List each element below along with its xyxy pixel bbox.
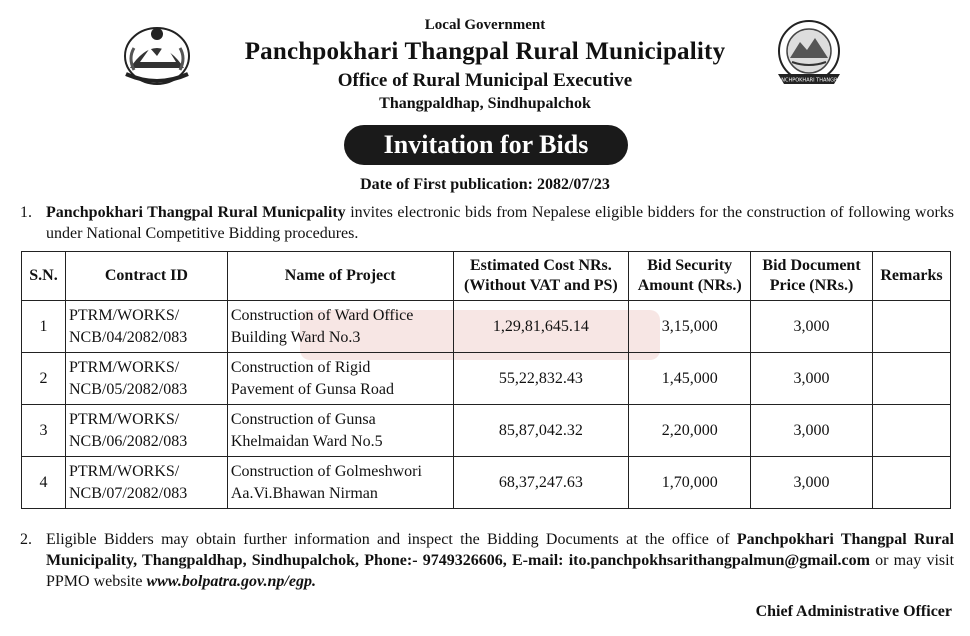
- table-row: [22, 301, 951, 353]
- cell-contract-id: PTRM/WORKS/ NCB/04/2082/083: [65, 301, 227, 353]
- table-header-row: [22, 252, 951, 301]
- contact-details: Panchpokhari Thangpal Rural Municipality, Thangpaldhap, Sindhupalchok, Phone:- 9749326606, E-mail: ito.panchpokhsarithangpalmun@gmail.com: [46, 531, 954, 569]
- cell-bid-security: 3,15,000: [629, 301, 751, 353]
- cell-document-price: 3,000: [751, 405, 873, 457]
- cell-estimated-cost: 85,87,042.32: [453, 405, 629, 457]
- header-document-price: Bid Document Price (NRs.): [751, 252, 873, 301]
- cell-bid-security: 1,70,000: [629, 457, 751, 509]
- ppmo-website-link: www.bolpatra.gov.np/egp.: [146, 573, 316, 590]
- cell-remarks: [872, 353, 950, 405]
- cell-sn: 4: [22, 457, 66, 509]
- cell-remarks: [872, 457, 950, 509]
- paragraph-1: [20, 202, 954, 244]
- cell-document-price: 3,000: [751, 457, 873, 509]
- cell-project-name: Construction of Gunsa Khelmaidan Ward No.5: [227, 405, 453, 457]
- signatory: Chief Administrative Officer: [755, 603, 952, 620]
- header-sn: S.N.: [22, 252, 66, 301]
- cell-bid-security: 1,45,000: [629, 353, 751, 405]
- seal-lettering: PANCHPOKHARI THANGPAL: [775, 77, 843, 84]
- cell-estimated-cost: 1,29,81,645.14: [453, 301, 629, 353]
- paragraph-1-text: invites electronic bids from Nepalese eligible bidders for the construction of following works under National Competitive Bidding procedures.: [46, 204, 954, 242]
- office-address: Thangpaldhap, Sindhupalchok: [379, 95, 591, 112]
- cell-contract-id: PTRM/WORKS/ NCB/07/2082/083: [65, 457, 227, 509]
- bids-table: [21, 251, 951, 509]
- notice-title: Invitation for Bids: [344, 125, 628, 165]
- header-bid-security: Bid Security Amount (NRs.): [629, 252, 751, 301]
- cell-project-name: Construction of Golmeshwori Aa.Vi.Bhawan Nirman: [227, 457, 453, 509]
- paragraph-2-text-cont: or may visit PPMO website: [46, 552, 955, 590]
- municipality-name: Panchpokhari Thangpal Rural Municipality: [244, 38, 726, 65]
- cell-document-price: 3,000: [751, 301, 873, 353]
- paragraph-number: 1.: [20, 204, 32, 221]
- office-name: Office of Rural Municipal Executive: [337, 70, 633, 91]
- cell-sn: 3: [22, 405, 66, 457]
- publication-date: Date of First publication: 2082/07/23: [360, 176, 610, 193]
- cell-remarks: [872, 301, 950, 353]
- table-row: [22, 405, 951, 457]
- header-estimated-cost: Estimated Cost NRs. (Without VAT and PS): [453, 252, 629, 301]
- cell-sn: 1: [22, 301, 66, 353]
- table-row: [22, 353, 951, 405]
- paragraph-2: [20, 529, 954, 592]
- cell-estimated-cost: 68,37,247.63: [453, 457, 629, 509]
- cell-contract-id: PTRM/WORKS/ NCB/06/2082/083: [65, 405, 227, 457]
- local-government-label: Local Government: [424, 17, 546, 33]
- cell-sn: 2: [22, 353, 66, 405]
- header-remarks: Remarks: [872, 252, 950, 301]
- cell-estimated-cost: 55,22,832.43: [453, 353, 629, 405]
- cell-remarks: [872, 405, 950, 457]
- header-contract-id: Contract ID: [65, 252, 227, 301]
- paragraph-2-text: Eligible Bidders may obtain further information and inspect the Bidding Documents at the office of: [46, 531, 737, 548]
- municipality-name-inline: Panchpokhari Thangpal Rural Municpality: [46, 204, 346, 221]
- header-project-name: Name of Project: [227, 252, 453, 301]
- cell-document-price: 3,000: [751, 353, 873, 405]
- cell-bid-security: 2,20,000: [629, 405, 751, 457]
- cell-contract-id: PTRM/WORKS/ NCB/05/2082/083: [65, 353, 227, 405]
- table-row: [22, 457, 951, 509]
- cell-project-name: Construction of Ward Office Building Ward No.3: [227, 301, 453, 353]
- cell-project-name: Construction of Rigid Pavement of Gunsa Road: [227, 353, 453, 405]
- paragraph-number: 2.: [20, 531, 32, 548]
